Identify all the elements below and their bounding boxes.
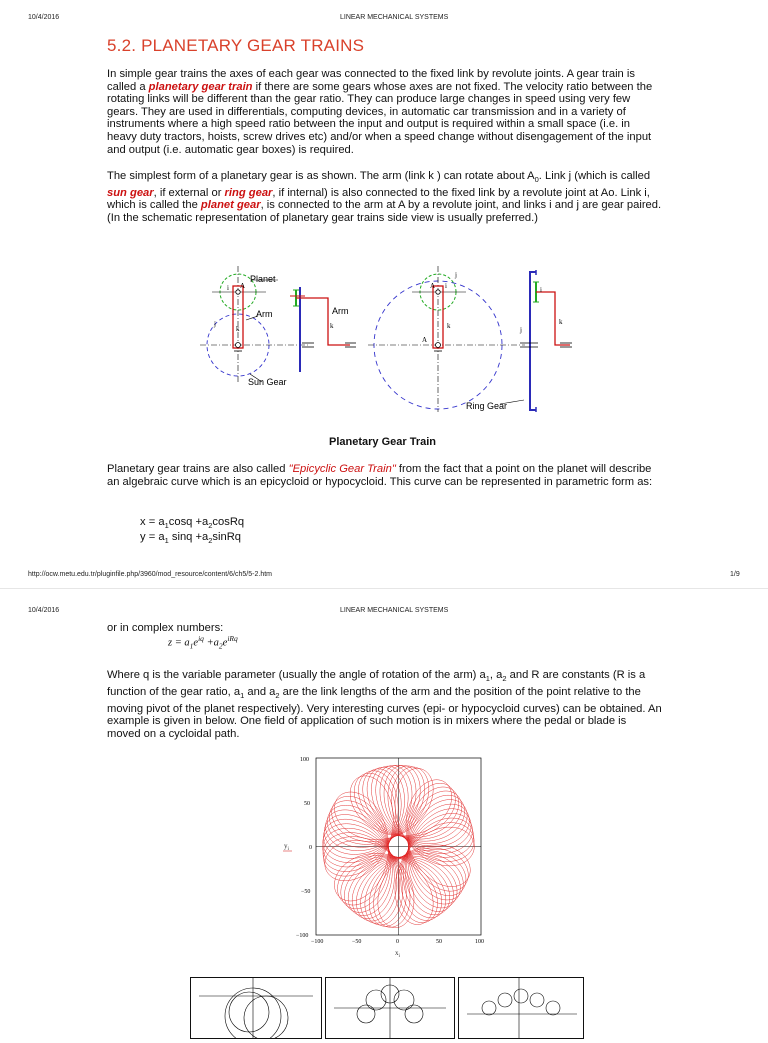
complex-z: z = a	[168, 637, 190, 649]
rosette-loop	[327, 765, 472, 917]
p2-s1: 1	[485, 674, 490, 684]
cycloid-thumbnail-3	[458, 977, 584, 1039]
y-tick-50: 50	[304, 801, 310, 807]
intro-paragraph	[107, 68, 662, 156]
complex-plus: +a	[203, 637, 219, 649]
p2-s3: 1	[240, 691, 245, 701]
complex-intro-line: or in complex numbers:	[107, 622, 224, 634]
label-j-left: j	[214, 320, 216, 328]
x-tick-0: 0	[396, 939, 399, 945]
eq1-c: cosRq	[212, 516, 245, 528]
label-k-side-right: k	[559, 318, 563, 326]
cycloid-thumbnail-1	[190, 977, 322, 1039]
para3-text-1: Planetary gear trains are also called	[107, 463, 289, 475]
complex-sup2: iRq	[227, 634, 238, 643]
label-i-side-right: i	[540, 286, 542, 294]
thumbnail-2-drawing	[326, 978, 454, 1038]
p2-text-1: Where q is the variable parameter (usually the angle of rotation of the arm) a	[107, 669, 486, 681]
label-A-right: A	[430, 282, 436, 290]
arm-link-left	[233, 286, 243, 348]
epicyclic-paragraph	[107, 463, 662, 488]
rosette-loop	[323, 769, 464, 925]
page1-header-date: 10/4/2016	[28, 14, 60, 21]
para1-text-2: if there are some gears whose axes are not fixed. The velocity ratio between the rotating links will be different than the gear ratio. They can produce large changes in speed using very few gears. They are used in differentials, computing devices, in automatic car transmission and in a variety of instruments where a high speed ratio between the input and output is required within a small space (i.e. in heavy duty tractors, hoists, screw drives etc) and/or when a speed change without disengagement of the input and output (i.e. automatic gear boxes) is required.	[107, 80, 653, 156]
eq1-b: cosq +a	[168, 516, 209, 528]
arm-label-side-left: Arm	[332, 306, 349, 316]
thumbnail-3-drawing	[459, 978, 583, 1038]
equation-y	[140, 531, 241, 545]
x-axis-label: $x_i$	[395, 949, 400, 959]
p2-s4: 2	[275, 691, 280, 701]
page1-header-title: LINEAR MECHANICAL SYSTEMS	[340, 14, 449, 21]
label-i-right: i	[445, 282, 447, 290]
equation-x	[140, 516, 244, 530]
cycloid-thumbnail-2	[325, 977, 455, 1039]
para2-sub: 0	[534, 175, 539, 185]
para2-text-1: The simplest form of a planetary gear is as shown. The arm (link k ) can rotate about A	[107, 170, 535, 182]
label-A0-right: A	[422, 336, 428, 344]
label-j-side-right: j	[520, 326, 522, 334]
para1-text-1: In simple gear trains the axes of each gear was connected to the fixed link by revolute joints. A gear train is called a	[107, 68, 635, 93]
eq2-a: y = a	[140, 531, 165, 543]
label-A-left: A	[240, 282, 246, 290]
p2-text-3: and R are constants (R is a function of the gear ratio, a	[107, 669, 646, 698]
x-tick-neg100: −100	[311, 939, 324, 945]
simplest-form-paragraph	[107, 170, 662, 225]
complex-s2: 2	[218, 641, 223, 651]
planetary-gear-figure	[190, 262, 580, 422]
complex-e1: e	[193, 637, 199, 649]
p2-text-2: , a	[489, 669, 503, 681]
y-tick-neg50: −50	[301, 889, 311, 895]
y-tick-100: 100	[300, 757, 309, 763]
thumbnail-1-drawing	[191, 978, 321, 1038]
complex-e2: e	[222, 637, 228, 649]
page2-header-date: 10/4/2016	[28, 607, 60, 614]
eq2-s1: 1	[164, 536, 169, 546]
eq2-b: sinq +a	[168, 531, 209, 543]
complex-sup1: iq	[198, 634, 204, 643]
sun-gear-term: sun gear	[107, 186, 154, 199]
arm-link-right	[433, 286, 443, 348]
para2-text-3: , if external or	[153, 186, 225, 199]
arm-link-side-right	[536, 292, 570, 345]
complex-s1: 1	[189, 641, 194, 651]
x-tick-neg50: −50	[352, 939, 362, 945]
p2-text-5: are the link lengths of the arm and the position of the point relative to the moving pivot of the planet respectively). Very interesting curves (epi- or hypocycloid curves) can be obtained. An example is given in below. One field of application of such motion is in mixers where the pedal or blade is moved on a cycloidal path.	[107, 685, 662, 740]
para3-text-2: from the fact that a point on the planet will describe an algebraic curve which is an epicycloid or hypocycloid. This curve can be represented in parametric form as:	[107, 463, 653, 488]
y-tick-neg100: −100	[296, 933, 309, 939]
eq2-c: sinRq	[212, 531, 242, 543]
arm-label-left: Arm	[256, 309, 273, 319]
label-k-side-left: k	[330, 322, 334, 330]
planet-gear-term: planet gear	[200, 199, 261, 212]
x-tick-100: 100	[475, 939, 484, 945]
label-k-left: k	[236, 325, 240, 333]
para2-text-2: . Link j (which is called	[538, 170, 651, 182]
footer-url[interactable]: http://ocw.metu.edu.tr/pluginfile.php/3960/mod_resource/content/6/ch5/5-2.htm	[28, 571, 272, 578]
eq2-s2: 2	[208, 536, 213, 546]
planetary-gear-train-term: planetary gear train	[148, 80, 253, 93]
para2-text-4: , if internal) is also connected to the fixed link by a revolute joint at Ao. Link i, which is called the	[107, 186, 650, 212]
eq1-a: x = a	[140, 516, 165, 528]
x-tick-50: 50	[436, 939, 442, 945]
ring-gear-label: Ring Gear	[466, 401, 508, 411]
label-j-right: j	[455, 271, 457, 279]
p2-s2: 2	[502, 674, 507, 684]
epicycloid-plot	[278, 752, 490, 962]
label-k-right: k	[447, 322, 451, 330]
complex-equation	[168, 634, 238, 651]
p2-text-4: and a	[244, 685, 276, 698]
footer-page-number: 1/9	[730, 571, 740, 578]
section-title: 5.2. PLANETARY GEAR TRAINS	[107, 36, 365, 55]
page-separator	[0, 588, 768, 589]
para2-text-5: , is connected to the arm at A by a revolute joint, and links i and j are gear paired. (In the schematic representation of planetary gear trains side view is usually preferred.)	[107, 199, 662, 225]
eq1-s2: 2	[208, 521, 213, 531]
figure-caption: Planetary Gear Train	[329, 436, 436, 448]
parameter-paragraph	[107, 669, 662, 740]
epicyclic-term: "Epicyclic Gear Train"	[288, 463, 396, 475]
label-i-left: i	[227, 284, 229, 292]
page2-header-title: LINEAR MECHANICAL SYSTEMS	[340, 607, 449, 614]
planet-label: Planet	[250, 274, 276, 284]
eq1-s1: 1	[164, 521, 169, 531]
y-axis-label: $y_i$	[284, 842, 289, 852]
y-tick-0: 0	[309, 845, 312, 851]
ring-gear-term: ring gear	[224, 186, 273, 199]
sun-gear-label: Sun Gear	[248, 377, 287, 387]
